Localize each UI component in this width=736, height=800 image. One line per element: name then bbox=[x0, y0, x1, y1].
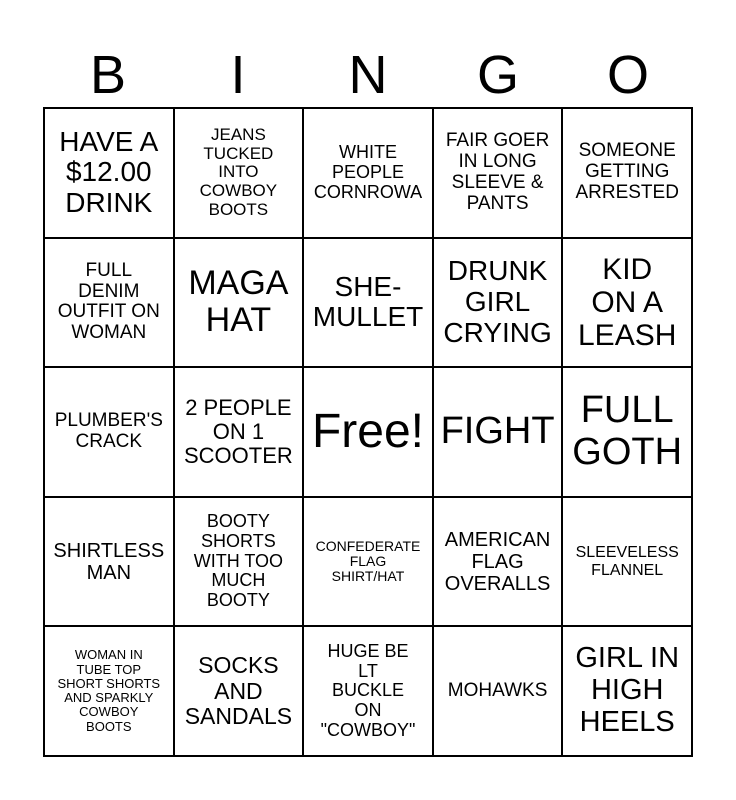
bingo-card-grid bbox=[43, 107, 693, 757]
bingo-cell[interactable]: 2 PEOPLE ON 1 SCOOTER bbox=[175, 368, 305, 498]
bingo-cell[interactable]: GIRL IN HIGH HEELS bbox=[563, 627, 693, 757]
header-letter-o: O bbox=[606, 45, 649, 105]
bingo-cell[interactable]: KID ON A LEASH bbox=[563, 239, 693, 369]
bingo-cell-free[interactable]: Free! bbox=[304, 368, 434, 498]
bingo-cell[interactable]: HAVE A $12.00 DRINK bbox=[45, 109, 175, 239]
bingo-cell[interactable]: SLEEVELESS FLANNEL bbox=[563, 498, 693, 628]
bingo-cell[interactable]: JEANS TUCKED INTO COWBOY BOOTS bbox=[175, 109, 305, 239]
header-letter-g: G bbox=[476, 45, 519, 105]
bingo-cell[interactable]: AMERICAN FLAG OVERALLS bbox=[434, 498, 564, 628]
header-letter-i: I bbox=[230, 45, 246, 105]
bingo-cell[interactable]: FAIR GOER IN LONG SLEEVE & PANTS bbox=[434, 109, 564, 239]
header-letter-n: N bbox=[348, 45, 388, 105]
header-letter-b: B bbox=[89, 45, 127, 105]
bingo-cell[interactable]: FULL DENIM OUTFIT ON WOMAN bbox=[45, 239, 175, 369]
bingo-cell[interactable]: WHITE PEOPLE CORNROWA bbox=[304, 109, 434, 239]
bingo-cell[interactable]: FULL GOTH bbox=[563, 368, 693, 498]
bingo-cell[interactable]: MOHAWKS bbox=[434, 627, 564, 757]
bingo-cell[interactable]: FIGHT bbox=[434, 368, 564, 498]
bingo-cell[interactable]: DRUNK GIRL CRYING bbox=[434, 239, 564, 369]
bingo-cell[interactable]: SOCKS AND SANDALS bbox=[175, 627, 305, 757]
bingo-cell[interactable]: SOMEONE GETTING ARRESTED bbox=[563, 109, 693, 239]
bingo-cell[interactable]: SHE- MULLET bbox=[304, 239, 434, 369]
bingo-cell[interactable]: PLUMBER'S CRACK bbox=[45, 368, 175, 498]
bingo-cell[interactable]: MAGA HAT bbox=[175, 239, 305, 369]
bingo-cell[interactable]: HUGE BE LT BUCKLE ON "COWBOY" bbox=[304, 627, 434, 757]
bingo-cell[interactable]: BOOTY SHORTS WITH TOO MUCH BOOTY bbox=[175, 498, 305, 628]
bingo-cell[interactable]: CONFEDERATE FLAG SHIRT/HAT bbox=[304, 498, 434, 628]
bingo-cell[interactable]: SHIRTLESS MAN bbox=[45, 498, 175, 628]
bingo-header bbox=[43, 42, 693, 108]
bingo-cell[interactable]: WOMAN IN TUBE TOP SHORT SHORTS AND SPARKLY COWBOY BOOTS bbox=[45, 627, 175, 757]
